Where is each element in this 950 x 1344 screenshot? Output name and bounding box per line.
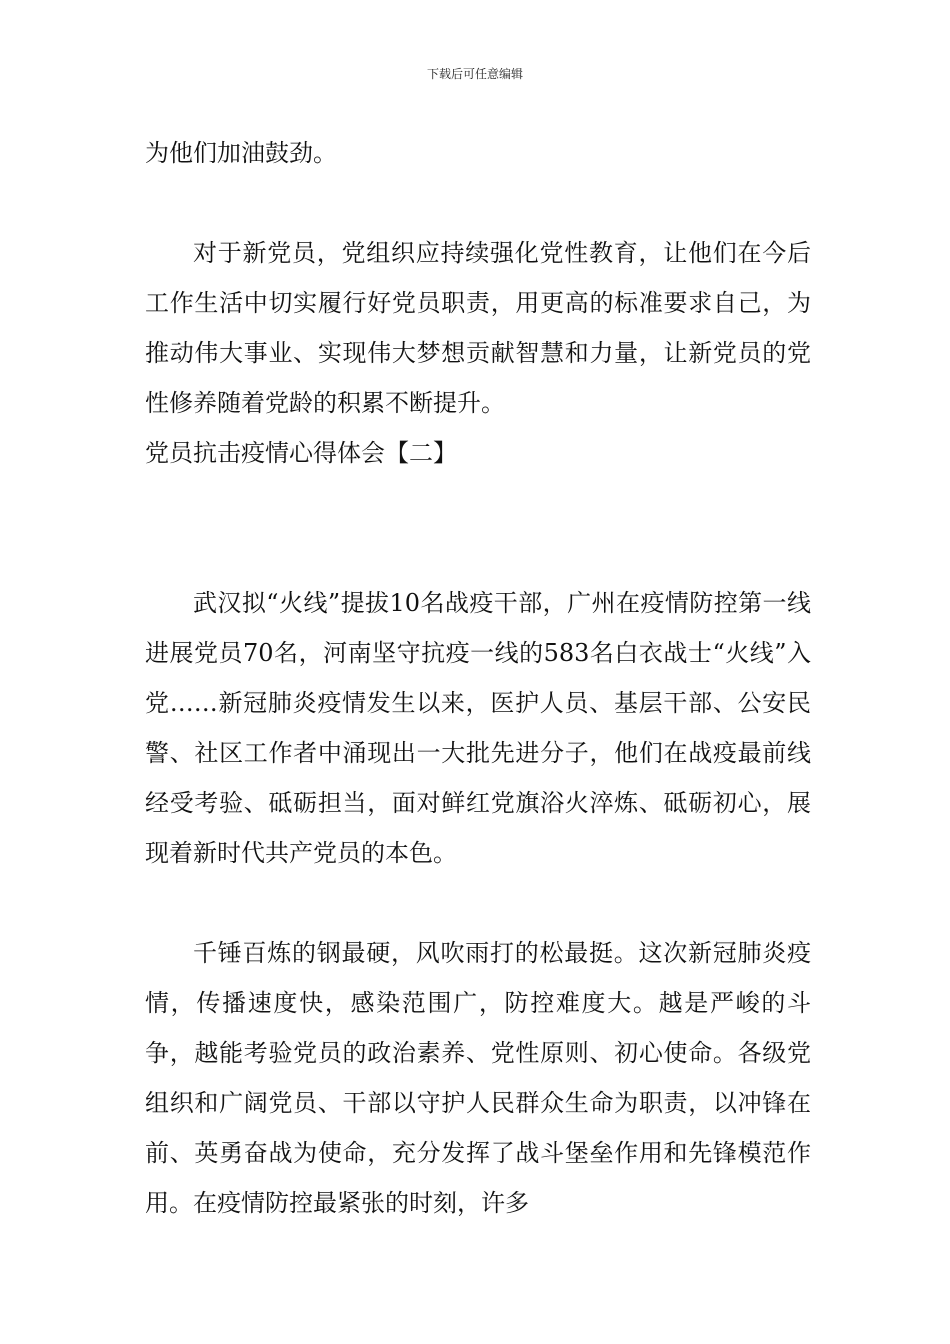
paragraph-spacer: [145, 878, 811, 928]
paragraph-4: 千锤百炼的钢最硬，风吹雨打的松最挺。这次新冠肺炎疫情，传播速度快，感染范围广，防控难度大。越是严峻的斗争，越能考验党员的政治素养、党性原则、初心使命。各级党组织和广阔党员、干部以守护人民群众生命为职责，以冲锋在前、英勇奋战为使命，充分发挥了战斗堡垒作用和先锋模范作用。在疫情防控最紧张的时刻，许多: [145, 939, 811, 1217]
paragraph-3: 武汉拟“火线”提拔10名战疫干部，广州在疫情防控第一线进展党员70名，河南坚守抗疫一线的583名白衣战士“火线”入党……新冠肺炎疫情发生以来，医护人员、基层干部、公安民警、社区工作者中涌现出一大批先进分子，他们在战疫最前线经受考验、砥砺担当，面对鲜红党旗浴火淬炼、砥砺初心，展现着新时代共产党员的本色。: [145, 589, 811, 867]
page-header: 下载后可任意编辑: [426, 67, 523, 81]
document-body: [145, 128, 811, 1228]
paragraph-1: 为他们加油鼓劲。: [145, 139, 337, 167]
section-title: 党员抗击疫情心得体会【二】: [145, 439, 457, 467]
paragraph-spacer: [145, 178, 811, 228]
paragraph-2: 对于新党员，党组织应持续强化党性教育，让他们在今后工作生活中切实履行好党员职责，用更高的标准要求自己，为推动伟大事业、实现伟大梦想贡献智慧和力量，让新党员的党性修养随着党龄的积累不断提升。: [145, 239, 811, 417]
section-spacer: [145, 478, 811, 578]
